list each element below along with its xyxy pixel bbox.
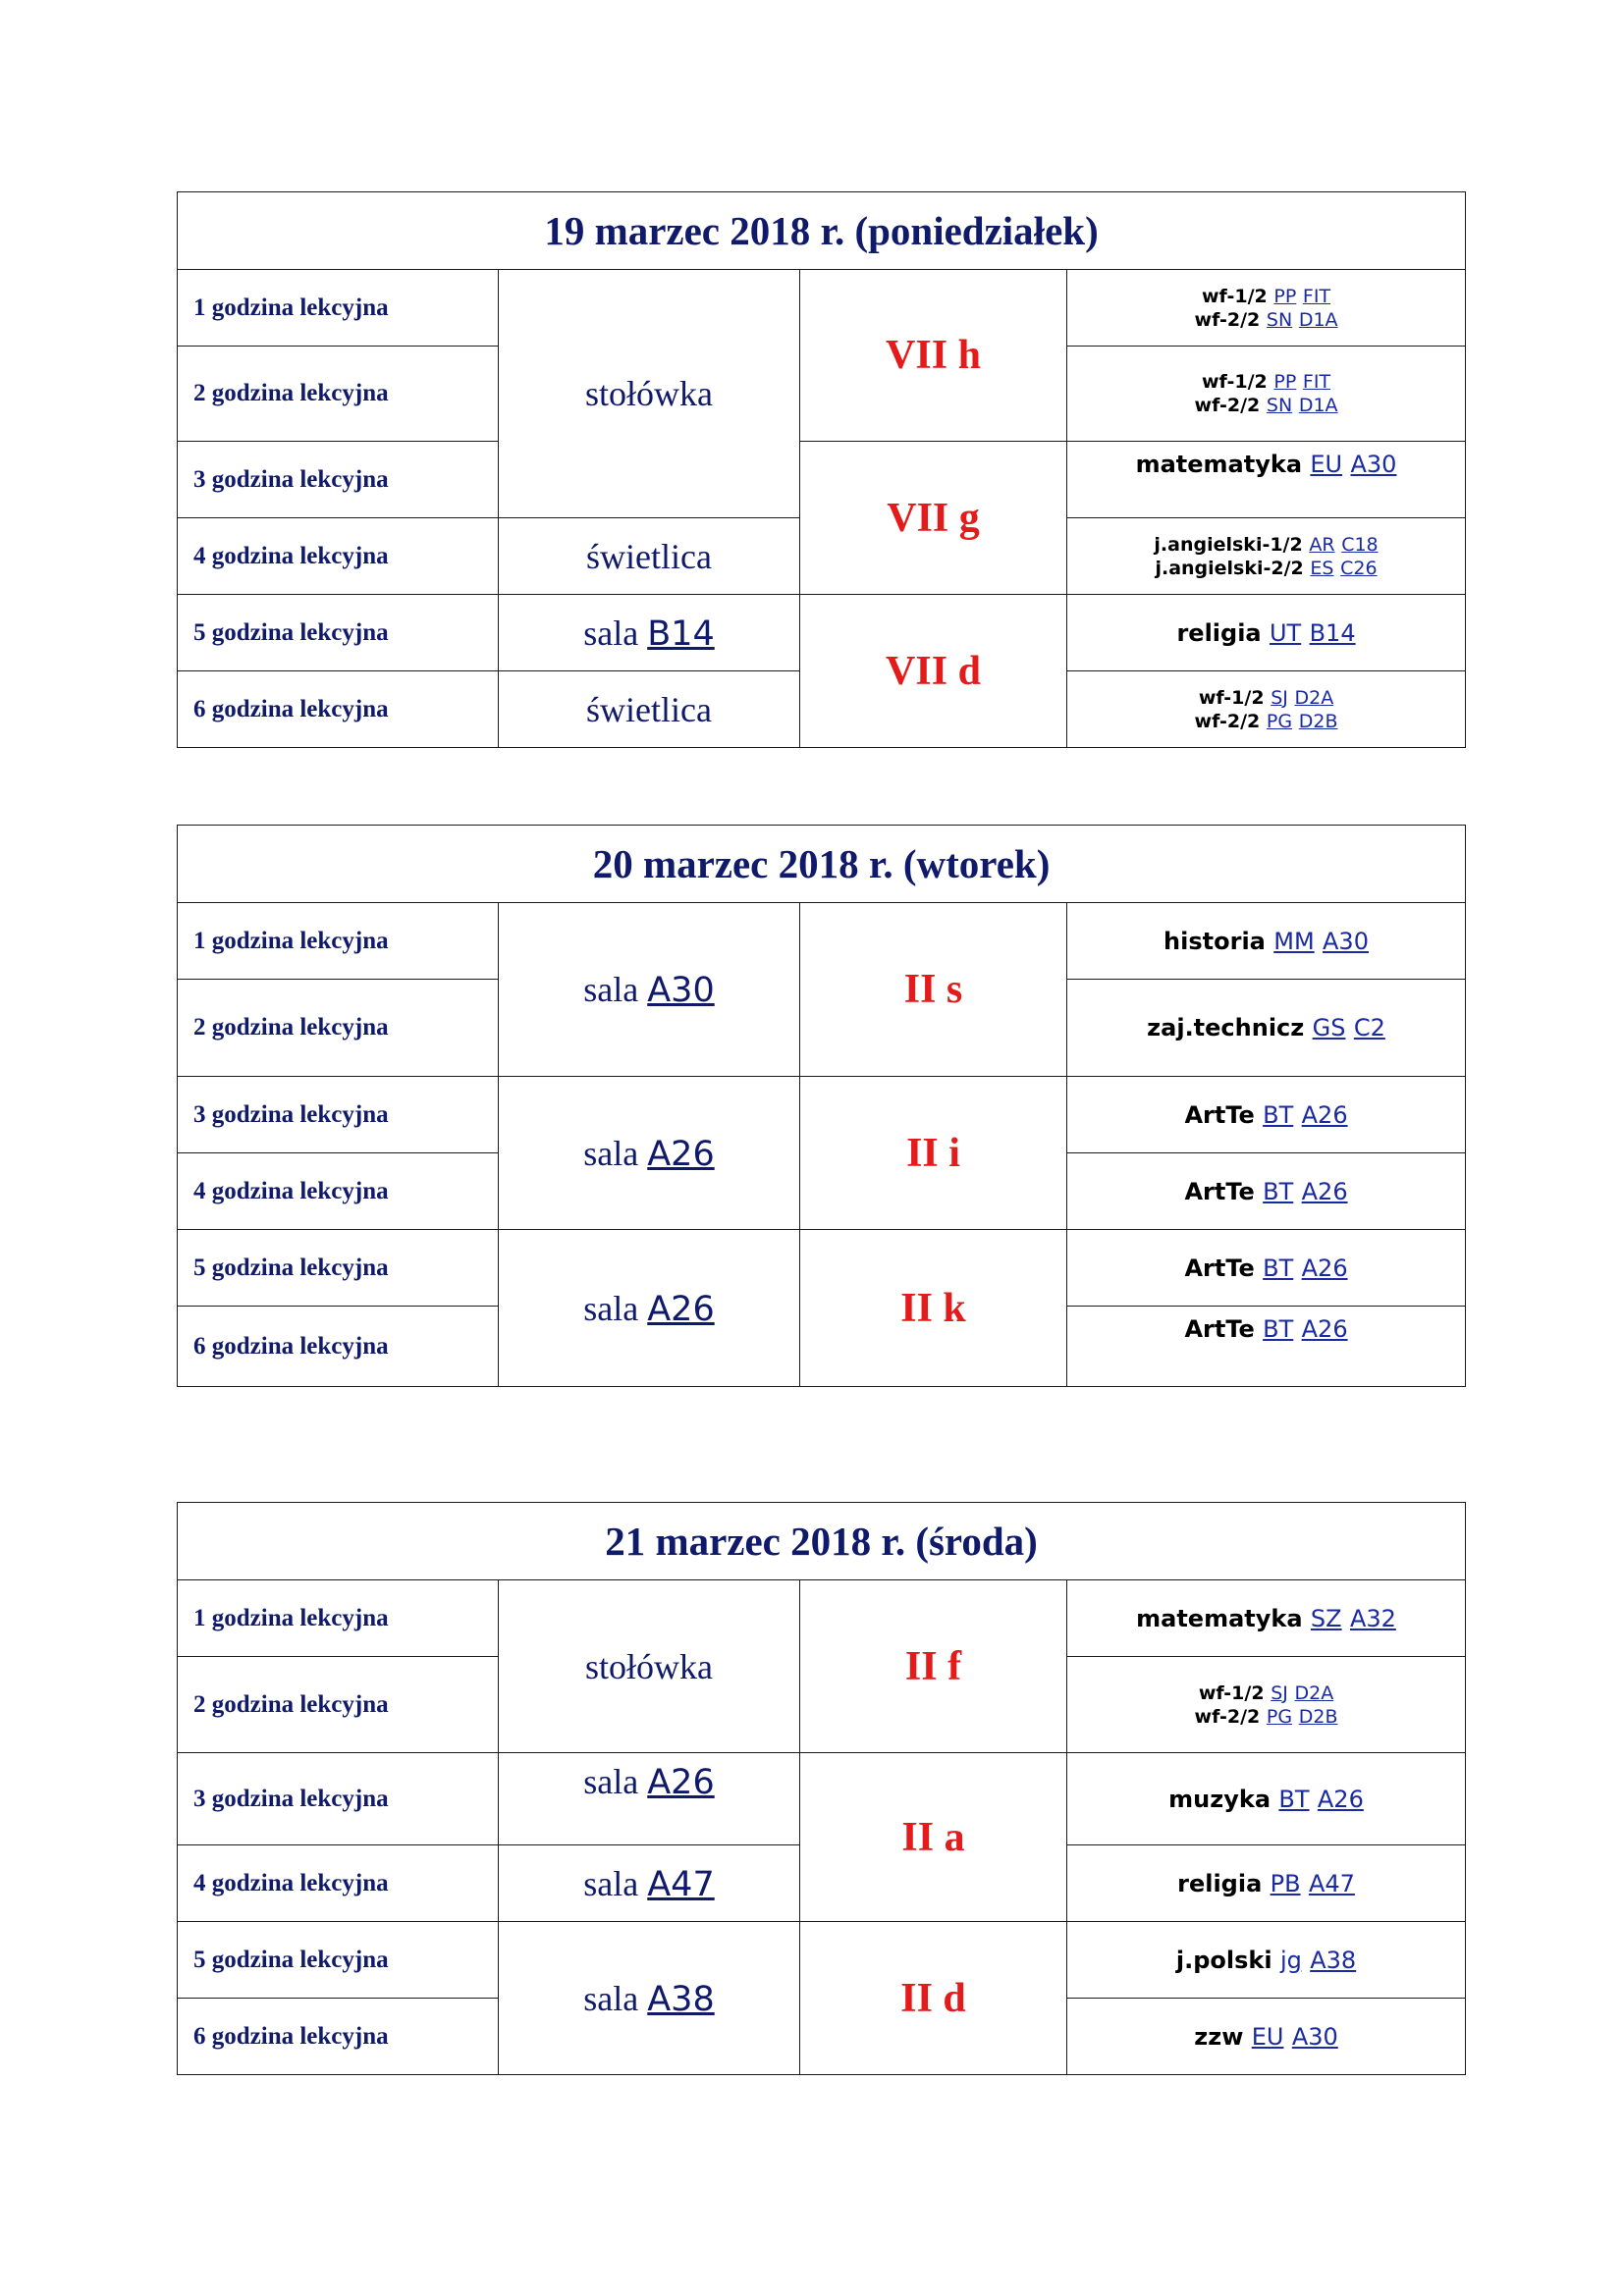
teacher-link[interactable]: PP <box>1273 371 1297 393</box>
lesson-label: 3 godzina lekcyjna <box>178 442 499 518</box>
lesson-label: 3 godzina lekcyjna <box>178 1753 499 1845</box>
room-link[interactable]: D2A <box>1294 1682 1334 1704</box>
room-cell <box>499 518 800 595</box>
room-cell <box>499 1753 800 1845</box>
room-text: stołówka <box>585 1646 713 1686</box>
teacher-link[interactable]: PG <box>1266 710 1293 732</box>
subject-name: religia <box>1177 1869 1263 1897</box>
subject-line <box>1067 1314 1465 1344</box>
subject-line <box>1067 308 1465 332</box>
lesson-label: 2 godzina lekcyjna <box>178 980 499 1077</box>
room-text: sala <box>583 970 639 1009</box>
room-link[interactable]: A38 <box>1310 1946 1357 1974</box>
room-cell <box>499 1230 800 1387</box>
lesson-label: 6 godzina lekcyjna <box>178 1999 499 2075</box>
room-text: sala <box>583 1133 639 1173</box>
subject-name: wf-2/2 <box>1194 1705 1261 1728</box>
subject-name: zaj.technicz <box>1147 1014 1305 1041</box>
room-text: sala <box>583 613 639 653</box>
room-text: sala <box>583 1978 639 2018</box>
class-cell: II d <box>800 1922 1067 2075</box>
room-link[interactable]: A30 <box>1323 927 1369 955</box>
subject-cell <box>1067 442 1466 518</box>
class-cell: II k <box>800 1230 1067 1387</box>
schedule-table-monday <box>177 191 1466 748</box>
teacher-link[interactable]: PB <box>1270 1869 1301 1897</box>
room-text: sala <box>583 1762 639 1801</box>
subject-name: ArtTe <box>1184 1100 1255 1129</box>
room-cell <box>499 671 800 748</box>
teacher-link[interactable]: AR <box>1309 533 1335 556</box>
teacher-link[interactable]: SN <box>1266 308 1293 331</box>
subject-line <box>1067 1254 1465 1283</box>
subject-cell <box>1067 1845 1466 1922</box>
subject-name: matematyka <box>1135 451 1303 478</box>
subject-line <box>1067 618 1465 648</box>
day-title: 20 marzec 2018 r. (wtorek) <box>178 826 1466 903</box>
subject-cell <box>1067 980 1466 1077</box>
subject-name: ArtTe <box>1184 1315 1255 1343</box>
day-title: 19 marzec 2018 r. (poniedziałek) <box>178 192 1466 270</box>
subject-name: wf-1/2 <box>1198 1682 1265 1704</box>
room-link[interactable]: B14 <box>1309 618 1356 647</box>
subject-line <box>1067 1013 1465 1042</box>
subject-cell <box>1067 1657 1466 1753</box>
room-cell <box>499 1922 800 2075</box>
subject-line <box>1067 710 1465 733</box>
room-link[interactable]: C26 <box>1340 557 1378 579</box>
subject-line <box>1067 285 1465 308</box>
subject-line <box>1067 1100 1465 1130</box>
teacher-link[interactable]: SJ <box>1271 1682 1288 1704</box>
room-link[interactable]: D2B <box>1298 1705 1338 1728</box>
subject-name: j.angielski-1/2 <box>1154 533 1303 556</box>
lesson-label: 4 godzina lekcyjna <box>178 518 499 595</box>
subject-name: zzw <box>1194 2022 1244 2051</box>
teacher-link[interactable]: BT <box>1263 1100 1294 1129</box>
teacher-link[interactable]: BT <box>1278 1785 1310 1813</box>
subject-cell <box>1067 1753 1466 1845</box>
subject-cell <box>1067 1307 1466 1387</box>
subject-name: historia <box>1163 927 1266 955</box>
subject-cell <box>1067 1153 1466 1230</box>
room-code-link[interactable]: A30 <box>647 971 715 1010</box>
room-link[interactable]: C2 <box>1353 1014 1385 1041</box>
room-link[interactable]: D1A <box>1298 308 1338 331</box>
room-link[interactable]: A26 <box>1301 1254 1348 1282</box>
subject-cell <box>1067 270 1466 347</box>
teacher-link[interactable]: PP <box>1273 285 1297 307</box>
room-link[interactable]: A26 <box>1301 1177 1348 1205</box>
subject-name: wf-2/2 <box>1194 395 1261 416</box>
room-link[interactable]: D1A <box>1298 395 1338 416</box>
lesson-label: 2 godzina lekcyjna <box>178 1657 499 1753</box>
subject-cell <box>1067 1077 1466 1153</box>
class-cell: II s <box>800 903 1067 1077</box>
room-text: sala <box>583 1288 639 1328</box>
teacher-link[interactable]: jg <box>1279 1946 1302 1974</box>
room-text: stołówka <box>585 374 713 413</box>
room-link[interactable]: A30 <box>1350 451 1397 478</box>
lesson-label: 5 godzina lekcyjna <box>178 595 499 671</box>
subject-name: religia <box>1176 618 1262 647</box>
teacher-link[interactable]: BT <box>1263 1315 1294 1343</box>
room-link[interactable]: D2B <box>1298 710 1338 732</box>
subject-line <box>1067 1705 1465 1729</box>
subject-name: ArtTe <box>1184 1254 1255 1282</box>
subject-cell <box>1067 1999 1466 2075</box>
teacher-link[interactable]: UT <box>1269 618 1302 647</box>
subject-name: wf-2/2 <box>1194 308 1261 331</box>
subject-name: muzyka <box>1168 1785 1271 1813</box>
teacher-link[interactable]: BT <box>1263 1177 1294 1205</box>
teacher-link[interactable]: SZ <box>1310 1604 1342 1632</box>
room-link[interactable]: A32 <box>1349 1604 1396 1632</box>
subject-line <box>1067 2022 1465 2052</box>
schedule-table-wednesday <box>177 1502 1466 2075</box>
subject-line <box>1067 1604 1465 1633</box>
subject-name: wf-2/2 <box>1194 710 1261 732</box>
room-cell <box>499 270 800 518</box>
room-link[interactable]: D2A <box>1294 686 1334 709</box>
teacher-link[interactable]: PG <box>1266 1705 1293 1728</box>
lesson-label: 4 godzina lekcyjna <box>178 1845 499 1922</box>
class-cell: II i <box>800 1077 1067 1230</box>
subject-line <box>1067 1177 1465 1206</box>
subject-name: wf-1/2 <box>1201 285 1268 307</box>
room-link[interactable]: A26 <box>1301 1100 1348 1129</box>
room-link[interactable]: FIT <box>1302 371 1331 393</box>
class-cell: II f <box>800 1580 1067 1753</box>
room-cell <box>499 903 800 1077</box>
subject-name: wf-1/2 <box>1198 686 1265 709</box>
subject-cell <box>1067 1230 1466 1307</box>
lesson-label: 5 godzina lekcyjna <box>178 1922 499 1999</box>
lesson-label: 1 godzina lekcyjna <box>178 1580 499 1657</box>
room-cell <box>499 1077 800 1230</box>
subject-line <box>1067 1785 1465 1814</box>
room-link[interactable]: A47 <box>1308 1869 1355 1897</box>
subject-name: j.polski <box>1175 1946 1272 1974</box>
subject-name: j.angielski-2/2 <box>1155 557 1304 579</box>
lesson-label: 5 godzina lekcyjna <box>178 1230 499 1307</box>
room-link[interactable]: A26 <box>1301 1315 1348 1343</box>
room-cell <box>499 1845 800 1922</box>
teacher-link[interactable]: ES <box>1310 557 1334 579</box>
subject-line <box>1067 394 1465 417</box>
teacher-link[interactable]: SJ <box>1271 686 1288 709</box>
room-text: świetlica <box>586 536 712 576</box>
subject-cell <box>1067 518 1466 595</box>
subject-cell <box>1067 595 1466 671</box>
teacher-link[interactable]: SN <box>1266 395 1293 416</box>
teacher-link[interactable]: GS <box>1312 1014 1346 1041</box>
lesson-label: 2 godzina lekcyjna <box>178 347 499 442</box>
room-code-link[interactable]: A26 <box>647 1134 715 1174</box>
day-title: 21 marzec 2018 r. (środa) <box>178 1503 1466 1580</box>
subject-cell <box>1067 1922 1466 1999</box>
lesson-label: 6 godzina lekcyjna <box>178 671 499 748</box>
room-text: świetlica <box>586 689 712 729</box>
subject-line <box>1067 533 1465 557</box>
subject-line <box>1067 686 1465 710</box>
subject-line <box>1067 1682 1465 1705</box>
subject-cell <box>1067 1580 1466 1657</box>
room-code-link[interactable]: A47 <box>647 1864 715 1904</box>
subject-line <box>1067 1946 1465 1975</box>
room-code-link[interactable]: A38 <box>647 1979 715 2019</box>
teacher-link[interactable]: EU <box>1310 451 1343 478</box>
room-code-link[interactable]: A26 <box>647 1289 715 1329</box>
room-link[interactable]: A30 <box>1291 2022 1338 2051</box>
subject-name: ArtTe <box>1184 1177 1255 1205</box>
teacher-link[interactable]: BT <box>1263 1254 1294 1282</box>
lesson-label: 6 godzina lekcyjna <box>178 1307 499 1387</box>
subject-line <box>1067 927 1465 956</box>
teacher-link[interactable]: MM <box>1273 927 1315 955</box>
room-link[interactable]: FIT <box>1302 285 1331 307</box>
subject-line <box>1067 450 1465 479</box>
subject-cell <box>1067 903 1466 980</box>
subject-name: matematyka <box>1136 1604 1303 1632</box>
class-cell: VII d <box>800 595 1067 748</box>
room-cell <box>499 1580 800 1753</box>
class-cell: VII h <box>800 270 1067 442</box>
room-link[interactable]: C18 <box>1341 533 1379 556</box>
schedule-table-tuesday <box>177 825 1466 1387</box>
lesson-label: 3 godzina lekcyjna <box>178 1077 499 1153</box>
class-cell: II a <box>800 1753 1067 1922</box>
subject-cell <box>1067 671 1466 748</box>
teacher-link[interactable]: EU <box>1251 2022 1284 2051</box>
subject-line <box>1067 1869 1465 1898</box>
lesson-label: 4 godzina lekcyjna <box>178 1153 499 1230</box>
room-cell <box>499 595 800 671</box>
subject-name: wf-1/2 <box>1201 371 1268 393</box>
lesson-label: 1 godzina lekcyjna <box>178 270 499 347</box>
lesson-label: 1 godzina lekcyjna <box>178 903 499 980</box>
subject-line <box>1067 557 1465 580</box>
class-cell: VII g <box>800 442 1067 595</box>
room-link[interactable]: A26 <box>1317 1785 1364 1813</box>
room-code-link[interactable]: B14 <box>647 614 715 654</box>
subject-line <box>1067 370 1465 394</box>
subject-cell <box>1067 347 1466 442</box>
room-code-link[interactable]: A26 <box>647 1763 715 1802</box>
room-text: sala <box>583 1863 639 1903</box>
